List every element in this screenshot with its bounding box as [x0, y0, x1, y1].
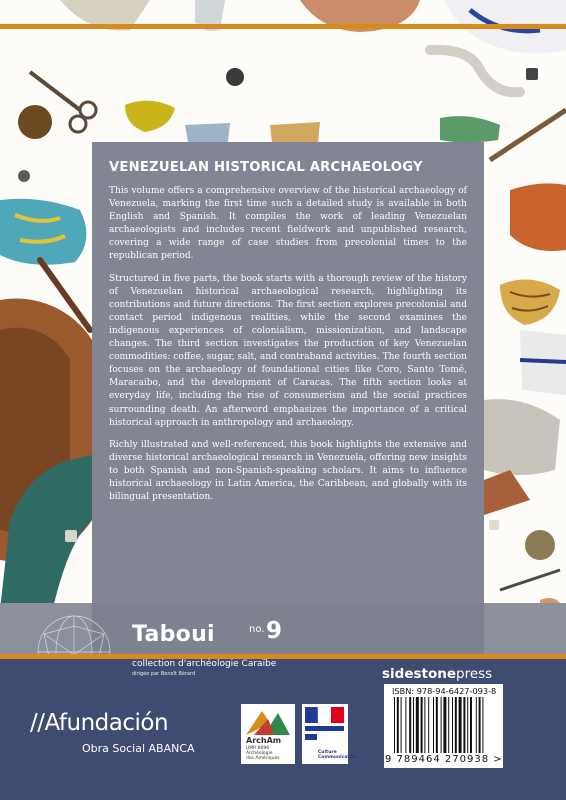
archam-line-3: des Amériques: [246, 756, 280, 761]
series-number: 9: [266, 618, 283, 644]
barcode-icon: [394, 697, 496, 753]
ministry-line-2: Communication: [318, 755, 358, 760]
needle: [500, 570, 560, 590]
grey-sherd: [484, 399, 560, 475]
blurb-paragraph-3: Richly illustrated and well-referenced, this book highlights the extensive and diverse historical archaeological research in Venezuela, offering new insights to both Spanish and non-Spanish-speaking scholars. It aims to influence historical archaeology in Latin America, the Caribbean, and globally with its bilingual presentation.: [109, 439, 467, 503]
sherd-green: [440, 116, 500, 142]
rod: [490, 110, 566, 160]
sherd-pattern: [270, 122, 320, 142]
yellow-cup: [125, 101, 175, 132]
series-name: Taboui: [132, 622, 215, 647]
button: [18, 170, 30, 182]
sherd-blue: [185, 123, 230, 142]
red-sherd: [510, 183, 566, 251]
afundacion-logo: //Afundación: [30, 710, 169, 736]
archam-mark-icon: [244, 707, 292, 737]
majolica-plate: [0, 199, 86, 265]
publisher-rest: press: [456, 666, 493, 682]
archam-logo: [241, 704, 295, 764]
archam-details: [246, 746, 280, 761]
die-1: [526, 68, 538, 80]
series-number-label: no.: [249, 624, 265, 635]
ministry-text: [318, 750, 357, 760]
book-title: VENEZUELAN HISTORICAL ARCHAEOLOGY: [109, 160, 423, 175]
scissors: [30, 72, 80, 110]
clay-pipe: [430, 50, 520, 92]
die-3: [489, 520, 499, 530]
series-director: dirigée par Benoît Bérard: [132, 671, 196, 677]
publisher-bold: sidestone: [382, 666, 457, 682]
archam-line-1: UMR 8096: [246, 746, 270, 751]
ministry-line-1: Culture: [318, 750, 337, 755]
afundacion-subtitle: Obra Social ABANCA: [82, 742, 195, 755]
blurb-panel: [92, 142, 484, 608]
decorated-sherd: [500, 280, 560, 325]
barcode-number: 9 789464 270938 >: [385, 754, 503, 765]
blurb-paragraph-2: Structured in five parts, the book starts with a thorough review of the history of Venezuelan historical archaeological research, highlighting its contributions and future directions. The first section explores precolonial and contact period indigenous realities, while the second examines the indigenous experiences of colonialism, missionization, and landscape changes. The third section investigates the production of key Venezuelan commodities: coffee, sugar, salt, and contraband activities. The fourth section focuses on the archaeology of foundational cities like Coro, Santo Tomé, Maracaibo, and the development of Caracas. The fifth section looks at everyday life, including the rise of consumerism and the social practices surrounding death. An afterword emphasizes the importance of a critical historical approach in anthropology and archaeology.: [109, 273, 467, 428]
die-2: [65, 530, 77, 542]
brown-sherd: [484, 470, 530, 515]
publisher-logo: [382, 666, 492, 682]
bead: [226, 68, 244, 86]
top-accent-bar: [0, 24, 566, 29]
archam-line-2: Archéologie: [246, 751, 273, 756]
marianne-flag-icon: [302, 704, 348, 744]
ministry-logo: [302, 704, 358, 764]
blurb-paragraph-1: This volume offers a comprehensive overview of the historical archaeology of Venezuela, marking the first time such a detailed study is available in both English and Spanish. It compiles the work of leading Venezuelan archaeologists and includes recent fieldwork and unpublished research, covering a wide range of case studies from precolonial times to the republican period.: [109, 186, 467, 262]
medallion: [525, 530, 555, 560]
isbn-text: ISBN: 978-94-6427-093-8: [392, 686, 497, 696]
series-collection: collection d'archéologie Caraïbe: [132, 659, 277, 669]
archam-name: ArchAm: [246, 736, 282, 745]
coin-1: [18, 105, 52, 139]
